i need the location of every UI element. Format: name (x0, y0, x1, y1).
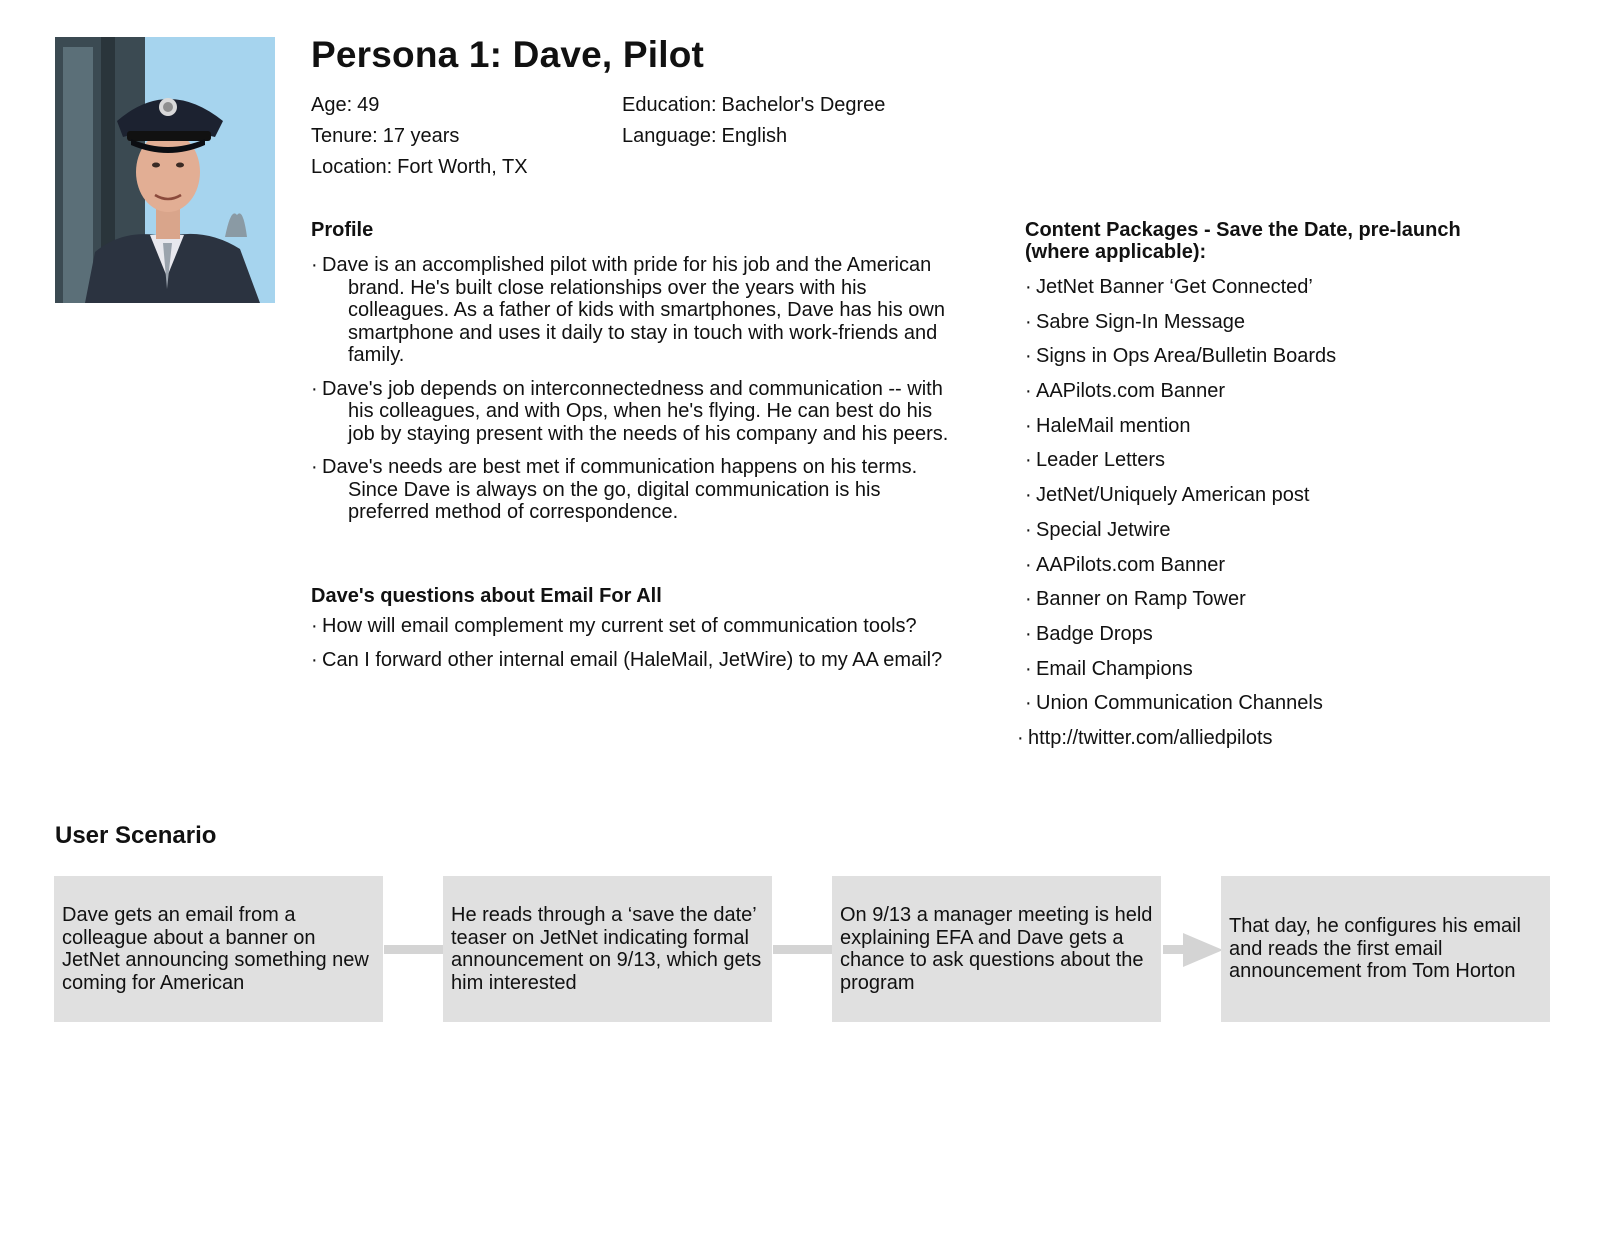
bullet-mark: · (311, 377, 318, 400)
questions-list (300, 615, 960, 682)
detail-value: 17 years (382, 125, 460, 147)
content-item (1014, 484, 1554, 507)
bullet-mark: · (1025, 449, 1032, 472)
scenario-connector (773, 945, 833, 954)
profile-item-text: Dave's needs are best met if communication happens on his terms. Since Dave is always on the go, digital communication is his preferred method of correspondence. (322, 456, 918, 523)
bullet-mark: · (1025, 310, 1032, 333)
question-item-text: Can I forward other internal email (HaleMail, JetWire) to my AA email? (322, 648, 943, 671)
profile-item-text: Dave's job depends on interconnectedness and communication -- with his colleagues, and with Ops, when he's flying. He can best do his job by staying present with the needs of his company and his peers. (322, 377, 949, 445)
persona-title: Persona 1: Dave, Pilot (311, 34, 705, 75)
content-item (1014, 415, 1554, 438)
scenario-step-text: That day, he configures his email and reads the first email announcement from Tom Horton (1229, 915, 1522, 983)
content-item-text: Banner on Ramp Tower (1036, 588, 1246, 611)
profile-list (300, 254, 960, 535)
scenario-step-text: On 9/13 a manager meeting is held explaining EFA and Dave gets a chance to ask questions about the program (840, 904, 1153, 994)
scenario-step-text: He reads through a ‘save the date’ teaser on JetNet indicating formal announcement on 9/13, which gets him interested (451, 904, 762, 994)
arrow-right-icon (1163, 930, 1223, 970)
content-item (1014, 276, 1554, 299)
bullet-mark: · (311, 648, 318, 671)
content-item (1014, 692, 1554, 715)
bullet-mark: · (1025, 692, 1032, 715)
bullet-mark: · (311, 615, 318, 637)
scenario-step-3 (832, 876, 1161, 1022)
content-item-text: Sabre Sign-In Message (1036, 310, 1246, 333)
scenario-connector (384, 945, 444, 954)
content-item-text: JetNet Banner ‘Get Connected’ (1036, 276, 1313, 298)
content-item (1014, 588, 1554, 611)
content-item (1014, 519, 1554, 542)
user-scenario-heading: User Scenario (55, 822, 217, 849)
scenario-step-1 (54, 876, 383, 1022)
bullet-mark: · (1025, 622, 1032, 645)
bullet-mark: · (1025, 553, 1032, 576)
content-item-text: HaleMail mention (1036, 414, 1191, 437)
questions-heading: Dave's questions about Email For All (311, 585, 662, 607)
question-item-text: How will email complement my current set of communication tools? (322, 615, 917, 637)
content-item-text: JetNet/Uniquely American post (1036, 484, 1310, 507)
detail-label: Age: (311, 94, 353, 116)
scenario-step-4 (1221, 876, 1550, 1022)
detail-value: 49 (357, 94, 380, 116)
content-item (1014, 554, 1554, 577)
language-row (622, 121, 885, 152)
content-item (1014, 380, 1554, 403)
detail-value: English (721, 125, 788, 147)
content-sub-item-text: http://twitter.com/alliedpilots (1028, 726, 1273, 749)
profile-heading: Profile (311, 219, 374, 241)
bullet-mark: · (1025, 276, 1032, 298)
bullet-mark: · (1025, 345, 1032, 368)
tenure-row (311, 121, 528, 152)
content-item-text: Badge Drops (1036, 622, 1153, 645)
content-item-text: Special Jetwire (1036, 518, 1171, 541)
location-row (311, 152, 528, 183)
content-item (1014, 311, 1554, 334)
content-item (1014, 449, 1554, 472)
education-row (622, 90, 885, 121)
profile-item (300, 456, 960, 524)
content-packages-list (1014, 276, 1554, 762)
content-item (1014, 623, 1554, 646)
content-item-text: AAPilots.com Banner (1036, 553, 1225, 576)
detail-label: Language: (622, 125, 717, 147)
pilot-portrait-icon (55, 37, 275, 303)
question-item (300, 615, 960, 638)
bullet-mark: · (1025, 588, 1032, 611)
detail-value: Bachelor's Degree (721, 94, 886, 116)
profile-item (300, 254, 960, 367)
content-item-text: AAPilots.com Banner (1036, 380, 1225, 403)
content-item (1014, 658, 1554, 681)
profile-item (300, 378, 960, 446)
detail-label: Education: (622, 94, 717, 116)
bullet-mark: · (311, 456, 318, 478)
bullet-mark: · (1025, 657, 1032, 680)
persona-details-right (622, 90, 885, 152)
bullet-mark: · (1025, 380, 1032, 403)
detail-label: Location: (311, 156, 393, 178)
profile-item-text: Dave is an accomplished pilot with pride for his job and the American brand. He's built close relationships over the years with his colleagues. As a father of kids with smartphones, Dave has his own smartphone and uses it daily to stay in touch with work-friends and family. (322, 254, 945, 366)
content-item-text: Signs in Ops Area/Bulletin Boards (1036, 345, 1337, 368)
content-item (1014, 345, 1554, 368)
bullet-mark: · (311, 254, 318, 276)
age-row (311, 90, 528, 121)
content-item-text: Leader Letters (1036, 449, 1165, 472)
bullet-mark: · (1025, 484, 1032, 507)
detail-label: Tenure: (311, 125, 378, 147)
pilot-photo (55, 37, 275, 303)
bullet-mark: · (1025, 414, 1032, 437)
detail-value: Fort Worth, TX (397, 156, 528, 178)
scenario-step-text: Dave gets an email from a colleague about a banner on JetNet announcing something new coming for American (62, 904, 369, 994)
content-sub-item (1014, 727, 1554, 750)
question-item (300, 649, 960, 672)
persona-details-left (311, 90, 528, 183)
content-item-text: Email Champions (1036, 657, 1193, 680)
content-packages-heading: Content Packages - Save the Date, pre-launch (where applicable): (1025, 219, 1461, 263)
content-item-text: Union Communication Channels (1036, 692, 1323, 715)
bullet-mark: · (1025, 518, 1032, 541)
bullet-mark: · (1017, 726, 1024, 749)
scenario-step-2 (443, 876, 772, 1022)
